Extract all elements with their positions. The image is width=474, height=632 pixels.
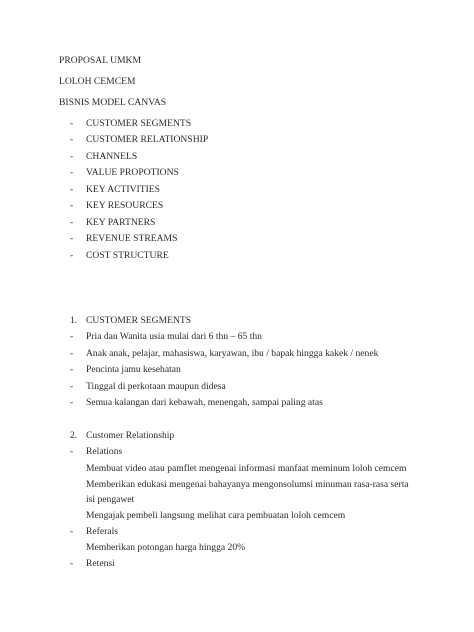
list-item: Pencinta jamu kesehatan bbox=[86, 364, 181, 375]
list-dash: - bbox=[70, 348, 74, 359]
product-name: LOLOH CEMCEM bbox=[59, 76, 136, 87]
toc-item: KEY PARTNERS bbox=[86, 217, 156, 228]
toc-item: COST STRUCTURE bbox=[86, 250, 169, 261]
toc-item: CUSTOMER SEGMENTS bbox=[86, 118, 192, 129]
list-dash: - bbox=[70, 331, 74, 342]
list-dash: - bbox=[70, 184, 74, 195]
paragraph-line: isi pengawet bbox=[86, 494, 135, 505]
toc-item: VALUE PROPOTIONS bbox=[86, 167, 179, 178]
list-item: Semua kalangan dari kebawah, menengah, sampai paling atas bbox=[86, 397, 323, 408]
section-number: 1. bbox=[70, 315, 78, 326]
subsection-label: Retensi bbox=[86, 558, 115, 569]
list-dash: - bbox=[70, 134, 74, 145]
paragraph-line: Mengajak pembeli langsung melihat cara pembuatan loloh cemcem bbox=[86, 510, 346, 521]
list-dash: - bbox=[70, 397, 74, 408]
toc-item: KEY RESOURCES bbox=[86, 200, 164, 211]
list-dash: - bbox=[70, 217, 74, 228]
toc-item: REVENUE STREAMS bbox=[86, 233, 178, 244]
toc-item: KEY ACTIVITIES bbox=[86, 184, 160, 195]
list-dash: - bbox=[70, 233, 74, 244]
list-dash: - bbox=[70, 558, 74, 569]
section-heading: BISNIS MODEL CANVAS bbox=[59, 97, 167, 108]
paragraph-line: Memberikan edukasi mengenai bahayanya mengonsolumsi minuman rasa-rasa serta bbox=[86, 479, 409, 490]
list-dash: - bbox=[70, 200, 74, 211]
list-item: Pria dan Wanita usia mulai dari 6 thn – 65 thn bbox=[86, 331, 262, 342]
toc-item: CUSTOMER RELATIONSHIP bbox=[86, 134, 209, 145]
section-number: 2. bbox=[70, 430, 78, 441]
list-item: Anak anak, pelajar, mahasiswa, karyawan, ibu / bapak hingga kakek / nenek bbox=[86, 348, 379, 359]
list-dash: - bbox=[70, 167, 74, 178]
list-dash: - bbox=[70, 250, 74, 261]
section-title: Customer Relationship bbox=[86, 430, 175, 441]
subsection-label: Referals bbox=[86, 526, 118, 537]
paragraph-line: Membuat video atau pamflet mengenai informasi manfaat meminum loloh cemcem bbox=[86, 463, 407, 474]
paragraph-line: Memberikan potongan harga hingga 20% bbox=[86, 542, 246, 553]
list-dash: - bbox=[70, 446, 74, 457]
subsection-label: Relations bbox=[86, 446, 123, 457]
document-title: PROPOSAL UMKM bbox=[59, 55, 142, 66]
list-dash: - bbox=[70, 381, 74, 392]
list-dash: - bbox=[70, 526, 74, 537]
list-dash: - bbox=[70, 118, 74, 129]
list-item: Tinggal di perkotaan maupun didesa bbox=[86, 381, 226, 392]
section-title: CUSTOMER SEGMENTS bbox=[86, 315, 192, 326]
list-dash: - bbox=[70, 151, 74, 162]
list-dash: - bbox=[70, 364, 74, 375]
toc-item: CHANNELS bbox=[86, 151, 138, 162]
